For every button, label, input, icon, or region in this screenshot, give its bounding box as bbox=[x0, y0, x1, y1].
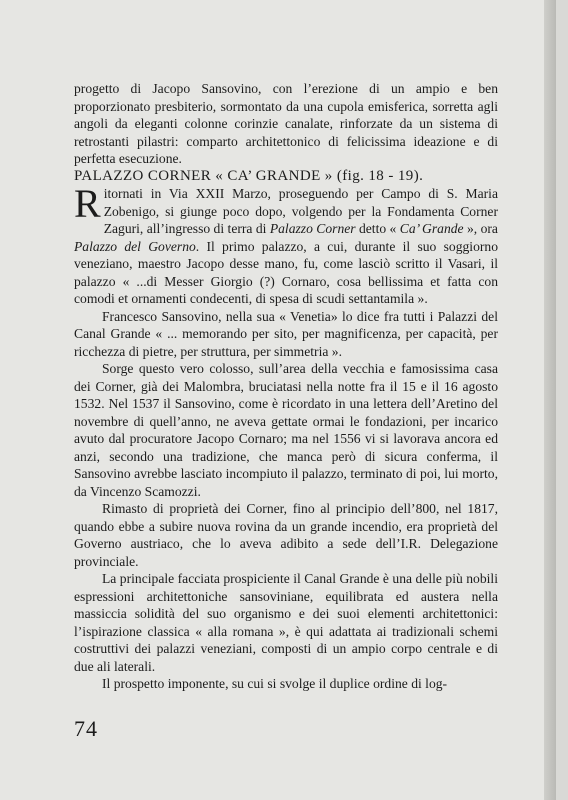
paragraph: Sorge questo vero colosso, sull’area della vecchia e famosissima casa dei Corner, già dei Malombra, bruciatasi nella notte fra il 15 e il 16 agosto 1532. Nel 1537 il Sansovino, come è ricordato in una lettera dell’Aretino del novembre di quell’anno, ne aveva gettate ormai le fondazioni, per incarico avuto dal procuratore Jacopo Cornaro; ma nel 1556 vi si lavorava ancora ed anzi, secondo una tradizione, che manca però di sicura conferma, il Sansovino avrebbe lasciato incompiuto il palazzo, terminato di poi, lui morto, da Vincenzo Scamozzi. bbox=[74, 361, 498, 499]
paragraph: Rimasto di proprietà dei Corner, fino al principio dell’800, nel 1817, quando ebbe a subire nuova rovina da un grande incendio, era proprietà del Governo austriaco, che lo aveva adibito a sede dell’I.R. Delegazione provinciale. bbox=[74, 501, 498, 569]
paragraph: Francesco Sansovino, nella sua « Venetia» lo dice fra tutti i Palazzi del Canal Grande « ... memorando per sito, per magnificenza, per capacità, per ricchezza di pietre, per struttura, per simmetria ». bbox=[74, 308, 498, 359]
text-run: », ora bbox=[463, 221, 498, 236]
section-heading: PALAZZO CORNER « CA’ GRANDE » (fig. 18 - 19). bbox=[74, 167, 424, 184]
text-run: . Il primo palazzo, a cui, durante il suo soggiorno veneziano, maestro Jacopo desse mano, fu, come lasciò scritto il Vasari, il palazzo « ...di Messer Giorgio (?) Cornaro, cosa bellissima et fatta con comodi et ornamenti condecenti, di spesa di scudi settantamila ». bbox=[74, 238, 498, 306]
italic-text: Ca’ Grande bbox=[399, 221, 464, 236]
page-number: 74 bbox=[74, 716, 98, 741]
text-run: detto « bbox=[355, 221, 400, 236]
paragraph: Il prospetto imponente, su cui si svolge il duplice ordine di log- bbox=[102, 676, 448, 691]
italic-text: Palazzo del Governo bbox=[74, 238, 196, 254]
paragraph-continued: progetto di Jacopo Sansovino, con l’erezione di un ampio e ben proporzionato presbiterio, sormontato da una cupola emisferica, sorretta agli angoli da eleganti colonne corinzie canalate, rinforzate da un sistema di retrostanti pilastri: comparto architettonico di felicissima ideazione e di perfetta esecuzione. bbox=[74, 81, 498, 166]
italic-text: Palazzo Corner bbox=[269, 221, 356, 236]
paragraph: La principale facciata prospiciente il Canal Grande è una delle più nobili espressioni architettoniche sansoviniane, equilibrata ed austera nella massiccia solidità del suo organismo e dei suoi elementi architettonici: l’ispirazione classica « alla romana », è qui adattata ai tradizionali schemi costruttivi dei palazzi veneziani, composti di un ampio corpo centrale e di due ali laterali. bbox=[74, 571, 498, 674]
body-text bbox=[74, 80, 498, 693]
text-run: Ritornati in Via XXII Marzo, proseguendo per Campo di S. Maria Zobenigo, si giunge poco dopo, volgendo per la Fondamenta Corner Zaguri, all’ingresso di terra di bbox=[74, 181, 498, 236]
paragraph-opening bbox=[74, 181, 498, 308]
page-edge-shadow bbox=[544, 0, 556, 800]
